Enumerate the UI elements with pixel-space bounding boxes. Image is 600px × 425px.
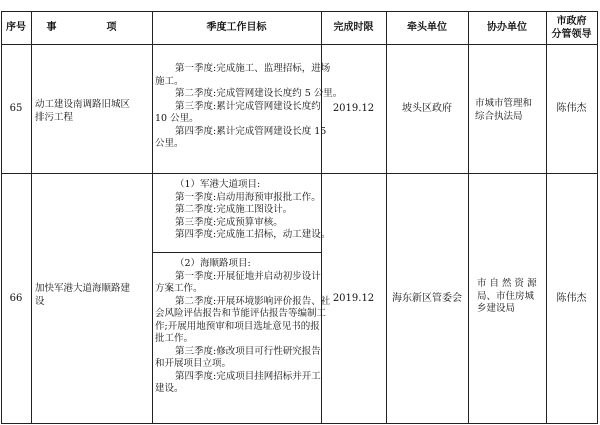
row65-goal-line: 第二季度:完成管网建设长度约 5 公里。 — [175, 88, 343, 99]
row66-goal-line: 第二季度:完成施工图设计。 — [175, 204, 293, 215]
row66-goal-part2 — [155, 258, 330, 396]
row66-item-line: 加快军港大道海顺路建 — [35, 283, 131, 294]
row66-assist — [477, 278, 537, 316]
rule-col-2 — [152, 11, 153, 424]
row65-goal-line: 第一季度:完成施工、监理招标，进场 — [175, 63, 331, 74]
row65-lead: 坡头区政府 — [402, 103, 452, 114]
row66-goal-line: 第三季度:修改项目可行性研究报告 — [175, 345, 321, 357]
rule-row65-bottom — [1, 173, 598, 174]
row65-deadline: 2019.12 — [332, 103, 375, 114]
row66-goal-line: 建设。 — [155, 383, 184, 394]
row66-goal-line: 第三季度:完成预算审核。 — [175, 216, 283, 228]
header-deadline: 完成时限 — [333, 22, 374, 33]
row66-goal-line: 第一季度:启动用海预审报批工作。 — [175, 191, 321, 203]
row66-goal-line: 和开展项目立项。 — [155, 358, 232, 369]
row66-assist-line: 局、市住房城 — [477, 290, 535, 302]
row65-item-line: 动工建设南调路旧城区 — [35, 99, 131, 110]
row66-goal-line: 第四季度:完成施工招标，动工建设。 — [175, 229, 331, 240]
rule-col-7 — [597, 11, 598, 424]
row66-goal-line: （2）海顺路项目: — [175, 258, 251, 269]
row65-goal-line: 公里。 — [155, 138, 184, 149]
rule-col-1 — [31, 11, 32, 424]
rule-header-bottom — [1, 44, 598, 45]
header-assist: 协办单位 — [487, 22, 527, 33]
row66-assist-line: 乡建设局 — [477, 303, 516, 314]
rule-goal-split — [152, 252, 321, 253]
row66-goal-line: 会风险评估报告和节能评估报告等编制工 — [155, 308, 327, 319]
header-leader-line1: 市政府 — [556, 15, 587, 27]
header-leader — [546, 11, 597, 44]
row65-goal-line: 施工。 — [155, 75, 184, 87]
row66-item — [35, 283, 130, 308]
row65-goal-line: 10 公里。 — [155, 113, 199, 124]
row65-leader: 陈伟杰 — [556, 103, 587, 114]
rule-bottom — [1, 423, 598, 424]
row65-seq: 65 — [9, 103, 23, 114]
row66-lead: 海东新区管委会 — [392, 292, 462, 304]
row65-item-line: 排污工程 — [35, 111, 74, 123]
row66-goal-line: 作;开展用地预审和项目选址意见书的报 — [155, 320, 320, 332]
header-lead: 牵头单位 — [407, 22, 447, 33]
row66-leader: 陈伟杰 — [556, 292, 587, 304]
row65-assist-line: 市城市管理和 — [475, 98, 533, 109]
row66-goal-line: 批工作。 — [155, 333, 194, 344]
row65-goal — [155, 63, 342, 151]
row65-assist-line: 综合执法局 — [475, 110, 523, 122]
row66-item-line: 设 — [35, 295, 45, 307]
row66-assist-line: 市 自 然 资 源 — [477, 278, 537, 289]
row66-goal-part1 — [155, 179, 330, 242]
row65-goal-line: 第三季度:累计完成管网建设长度约 — [175, 100, 321, 112]
row66-goal-line: 第一季度:开展征地并启动初步设计 — [175, 270, 321, 282]
header-goal: 季度工作目标 — [206, 22, 267, 33]
row66-goal-line: （1）军港大道项目: — [175, 179, 261, 190]
rule-col-5 — [468, 11, 469, 424]
header-seq: 序号 — [6, 22, 26, 33]
row66-seq: 66 — [9, 292, 23, 304]
row66-goal-line: 方案工作。 — [155, 283, 203, 294]
row66-goal-line: 第四季度:完成项目挂网招标并开工 — [175, 370, 321, 382]
row66-deadline: 2019.12 — [332, 292, 375, 304]
row66-goal-line: 第二季度:开展环境影响评价报告、社 — [175, 295, 331, 307]
row65-assist — [475, 98, 532, 123]
header-leader-line2: 分管领导 — [551, 28, 592, 40]
row65-item — [35, 99, 130, 124]
header-item: 事 项 — [46, 22, 137, 33]
row65-goal-line: 第四季度:累计完成管网建设长度 15 — [175, 125, 327, 137]
